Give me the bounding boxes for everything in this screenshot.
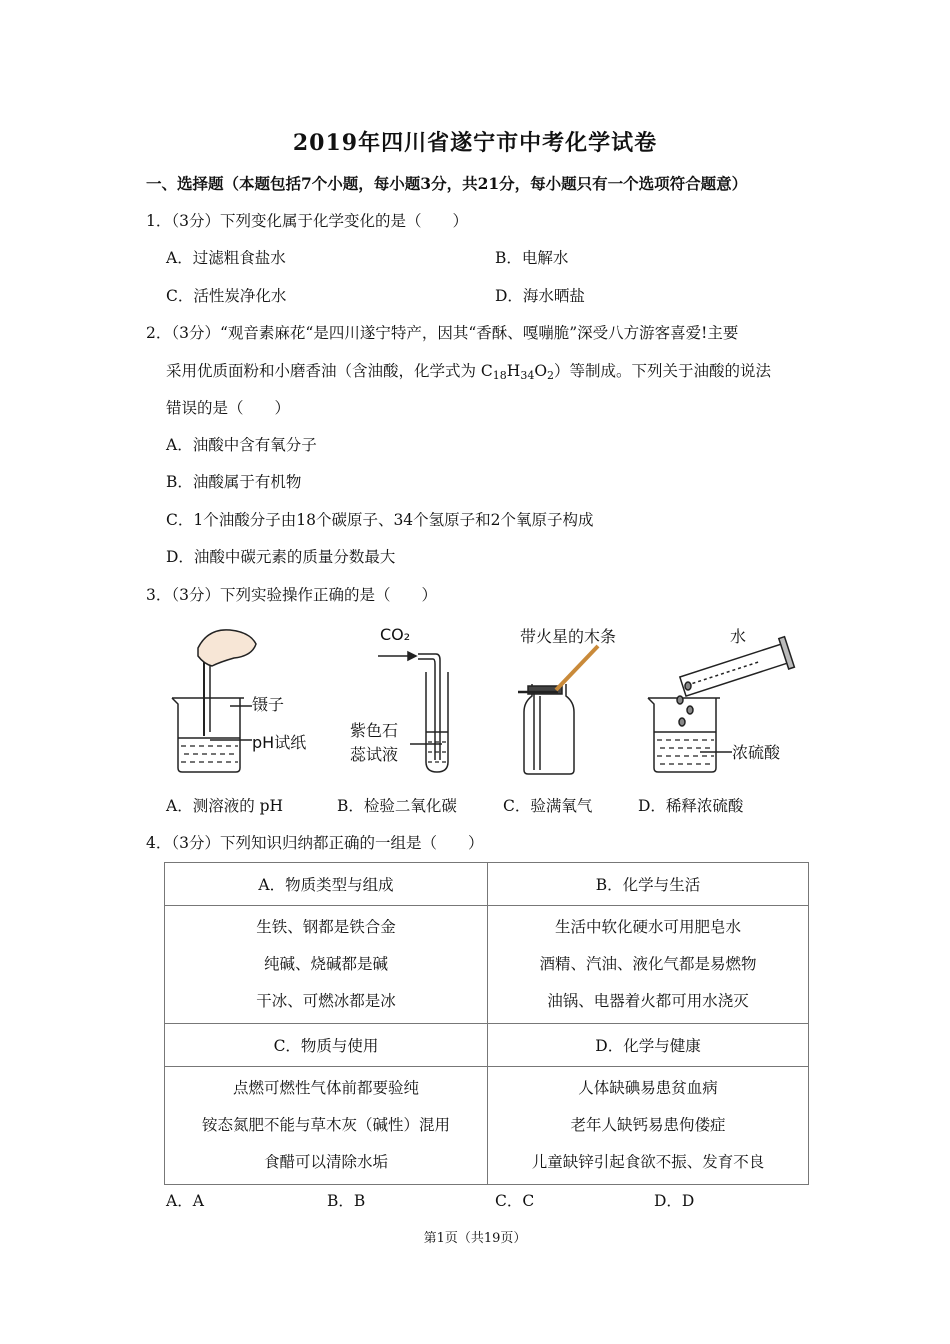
q3-option-c: C．验满氧气 (503, 797, 593, 815)
figure-a-ph-test (172, 630, 256, 772)
list-item: 点燃可燃性气体前都要验纯 (232, 1079, 419, 1097)
label-stick: 带火星的木条 (520, 627, 617, 646)
q2-option-c: C．1个油酸分子由18个碳原子、34个氢原子和2个氧原子构成 (166, 511, 594, 529)
list-item: 食醋可以清除水垢 (263, 1153, 388, 1171)
list-item: 纯碱、烧碱都是碱 (263, 955, 388, 973)
knowledge-table (164, 862, 809, 1185)
list-item: 铵态氮肥不能与草木灰（碱性）混用 (201, 1116, 450, 1134)
formula-o: O (534, 362, 548, 380)
list-item: 生铁、钢都是铁合金 (256, 918, 396, 936)
q3-option-b: B．检验二氧化碳 (337, 797, 457, 815)
q2-stem-line2 (166, 361, 771, 381)
q2-option-a: A．油酸中含有氧分子 (166, 436, 317, 454)
q4-stem: 4．（3分）下列知识归纳都正确的一组是（ ） (146, 834, 484, 852)
cell-d-body (488, 1067, 809, 1185)
q2-stem-line1: 2．（3分）“观音素麻花“是四川遂宁特产，因其“香酥、嘎嘣脆”深受八方游客喜爱!主要 (146, 324, 739, 342)
list-item: 干冰、可燃冰都是冰 (256, 992, 396, 1010)
formula-sub-h: 34 (520, 369, 535, 382)
table-row (165, 1024, 809, 1067)
label-litmus-1: 紫色石 (350, 721, 399, 740)
cell-a-head: A．物质类型与组成 (165, 863, 488, 906)
q4-option-b: B．B (327, 1192, 366, 1210)
page-title: 2019年四川省遂宁市中考化学试卷 (292, 130, 658, 156)
cell-a-body (165, 906, 488, 1024)
label-litmus-2: 蕊试液 (350, 745, 399, 764)
label-ph-paper: pH试纸 (252, 733, 307, 752)
list-item: 老年人缺钙易患佝偻症 (570, 1116, 726, 1134)
figure-c-oxygen-test (518, 646, 598, 774)
list-item: 人体缺碘易患贫血病 (578, 1079, 718, 1097)
list-item: 生活中软化硬水可用肥皂水 (554, 918, 741, 936)
list-item: 儿童缺锌引起食欲不振、发育不良 (531, 1153, 765, 1171)
q3-option-a: A．测溶液的 pH (166, 797, 284, 815)
label-co2: CO₂ (380, 625, 411, 644)
q3-figure (160, 620, 800, 785)
table-row (165, 863, 809, 906)
page-footer: 第1页（共19页） (423, 1231, 527, 1246)
q2-option-b: B．油酸属于有机物 (166, 473, 302, 491)
cell-b-head: B．化学与生活 (488, 863, 809, 906)
cell-d-head: D．化学与健康 (488, 1024, 809, 1067)
cell-c-head: C．物质与使用 (165, 1024, 488, 1067)
formula-sub-o: 2 (547, 369, 555, 382)
q3-option-d: D．稀释浓硫酸 (638, 797, 744, 815)
q2-stem-text-b: ）等制成。下列关于油酸的说法 (554, 362, 772, 380)
list-item: 油锅、电器着火都可用水浇灭 (547, 992, 749, 1010)
label-water: 水 (730, 627, 747, 646)
q2-stem-line3: 错误的是（ ） (166, 399, 291, 417)
section-heading: 一、选择题（本题包括7个小题，每小题3分，共21分，每小题只有一个选项符合题意） (146, 174, 748, 193)
q1-option-b: B．电解水 (495, 249, 569, 267)
q1-option-a: A．过滤粗食盐水 (166, 249, 286, 267)
cell-b-body (488, 906, 809, 1024)
q4-option-c: C．C (495, 1192, 535, 1210)
formula-sub-c: 18 (492, 369, 507, 382)
cell-c-body (165, 1067, 488, 1185)
q2-option-d: D．油酸中碳元素的质量分数最大 (166, 548, 396, 566)
formula-h: H (506, 362, 521, 380)
q2-stem-text-a: 采用优质面粉和小磨香油（含油酸，化学式为 C (166, 362, 493, 380)
table-row (165, 906, 809, 1024)
q1-stem: 1．（3分）下列变化属于化学变化的是（ ） (146, 212, 468, 230)
q1-option-d: D．海水晒盐 (495, 287, 585, 305)
table-row (165, 1067, 809, 1185)
label-tweezers: 镊子 (252, 695, 285, 714)
q1-option-c: C．活性炭净化水 (166, 287, 287, 305)
list-item: 酒精、汽油、液化气都是易燃物 (539, 955, 757, 973)
label-acid: 浓硫酸 (732, 743, 781, 762)
q4-option-d: D．D (654, 1192, 695, 1210)
q3-stem: 3．（3分）下列实验操作正确的是（ ） (146, 586, 437, 604)
q4-option-a: A．A (166, 1192, 204, 1210)
